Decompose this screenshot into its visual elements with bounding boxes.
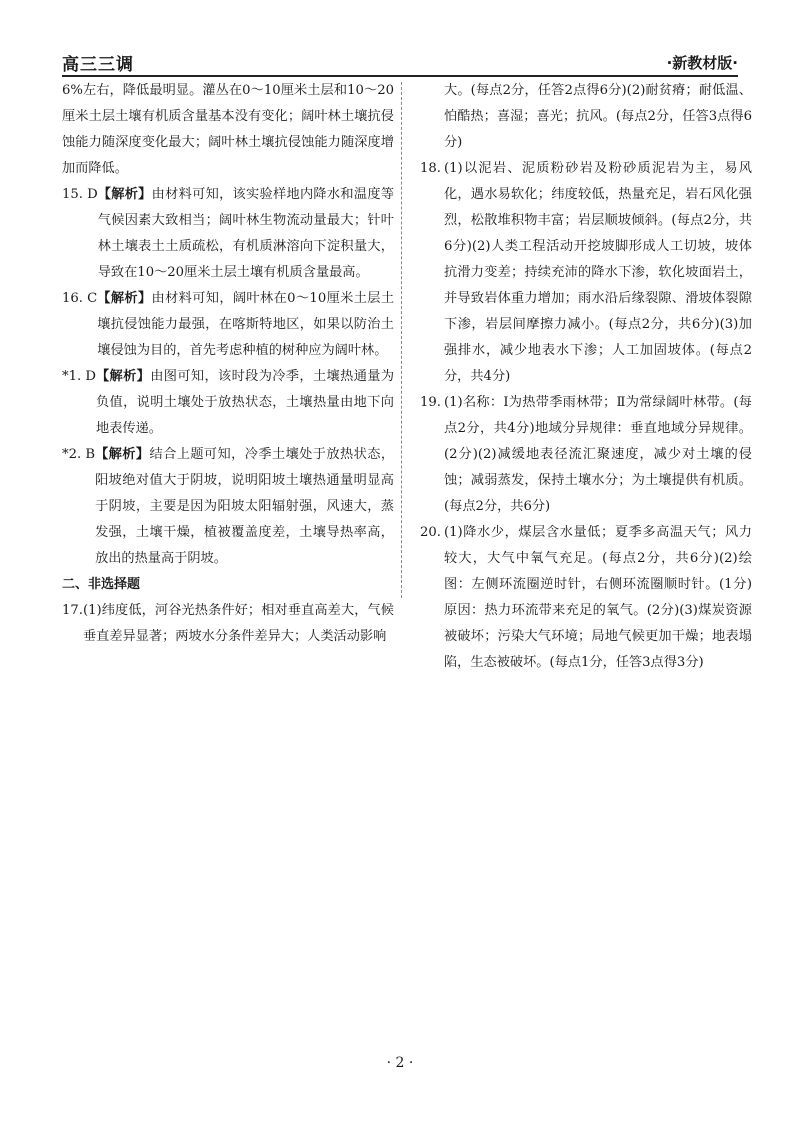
page-number: · 2 · (386, 1055, 414, 1071)
analysis-tag: 【解析】 (97, 291, 152, 306)
answer-q17 (62, 598, 394, 650)
answer-s1 (62, 364, 394, 442)
q20-number: 20. (420, 525, 441, 540)
q20-text: (1)降水少，煤层含水量低；夏季多高温天气；风力较大，大气中氧气充足。(每点2分，共6分)(2)绘图：左侧环流圈逆时针，右侧环流圈顺时针。(1分)原因：热力环流带来充足的氧气。(2分)(3)煤炭资源被破坏；污染大气环境；局地气候更加干燥；地表塌陷，生态被破坏。(每点1分，任答3点得3分) (444, 525, 752, 670)
column-divider (401, 82, 402, 598)
header-title: 高三三调 (62, 55, 134, 75)
q17-text: (1)纬度低，河谷光热条件好；相对垂直高差大，气候垂直差异显著；两坡水分条件差异大；人类活动影响 (82, 603, 394, 644)
analysis-tag: 【解析】 (95, 369, 151, 384)
answer-s2 (62, 442, 394, 572)
q15-number: 15. D (62, 187, 98, 202)
q14-continuation: 6%左右，降低最明显。灌丛在0～10厘米土层和10～20厘米土层土壤有机质含量基本没有变化；阔叶林土壤抗侵蚀能力随深度变化最大；阔叶林土壤抗侵蚀能力随深度增加而降低。 (62, 83, 394, 176)
s2-number: *2. B (62, 447, 96, 462)
edition-label: ·新教材版· (666, 54, 738, 72)
analysis-tag: 【解析】 (95, 447, 150, 462)
q16-text: 由材料可知，阔叶林在0～10厘米土层土壤抗侵蚀能力最强，在喀斯特地区，如果以防治土壤侵蚀为目的，首先考虑种植的树种应为阔叶林。 (97, 291, 395, 358)
section-heading: 二、非选择题 (62, 577, 141, 592)
q19-number: 19. (420, 395, 441, 410)
q16-number: 16. C (62, 291, 98, 306)
left-column (62, 78, 394, 650)
answer-q19 (420, 390, 752, 520)
q15-body (98, 182, 394, 286)
right-column (420, 78, 752, 676)
s2-body (95, 442, 394, 572)
s1-body (96, 364, 394, 442)
answer-q20 (420, 520, 752, 676)
answer-q18 (420, 156, 752, 390)
q16-body (97, 286, 394, 364)
s1-number: *1. D (62, 369, 96, 384)
q19-text: (1)名称：Ⅰ为热带季雨林带；Ⅱ为常绿阔叶林带。(每点2分，共4分)地域分异规律：垂直地域分异规律。(2分)(2)减缓地表径流汇聚速度，减少对土壤的侵蚀；减弱蒸发，保持土壤水分；为土壤提供有机质。(每点2分，共6分) (444, 395, 752, 514)
q18-text: (1)以泥岩、泥质粉砂岩及粉砂质泥岩为主，易风化，遇水易软化；纬度较低，热量充足，岩石风化强烈，松散堆积物丰富；岩层顺坡倾斜。(每点2分，共6分)(2)人类工程活动开挖坡脚形成人工切坡，坡体抗滑力变差；持续充沛的降水下渗，软化坡面岩土，并导致岩体重力增加；雨水沿后缘裂隙、滑坡体裂隙下渗，岩层间摩擦力减小。(每点2分，共6分)(3)加强排水，减少地表水下渗；人工加固坡体。(每点2分，共4分) (444, 161, 752, 384)
s2-text: 结合上题可知，冷季土壤处于放热状态，阳坡绝对值大于阴坡，说明阳坡土壤热通量明显高于阴坡，主要是因为阳坡太阳辐射强，风速大，蒸发强，土壤干燥，植被覆盖度差，土壤导热率高，放出的热量高于阴坡。 (95, 447, 395, 566)
header-divider (62, 75, 738, 77)
answer-q15 (62, 182, 394, 286)
q17-continuation: 大。(每点2分，任答2点得6分)(2)耐贫瘠；耐低温、怕酷热；喜湿；喜光；抗风。(每点2分，任答3点得6分) (444, 83, 752, 150)
analysis-tag: 【解析】 (97, 187, 152, 202)
answer-q16 (62, 286, 394, 364)
q15-text: 由材料可知，该实验样地内降水和温度等气候因素大致相当；阔叶林生物流动量最大；针叶林土壤表土土质疏松，有机质淋溶向下淀积量大，导致在10～20厘米土层土壤有机质含量最高。 (97, 187, 395, 280)
q18-number: 18. (420, 161, 441, 176)
s1-text: 由图可知，该时段为冷季，土壤热通量为负值，说明土壤处于放热状态，土壤热量由地下向地表传递。 (95, 369, 395, 436)
q17-number: 17. (62, 603, 83, 618)
